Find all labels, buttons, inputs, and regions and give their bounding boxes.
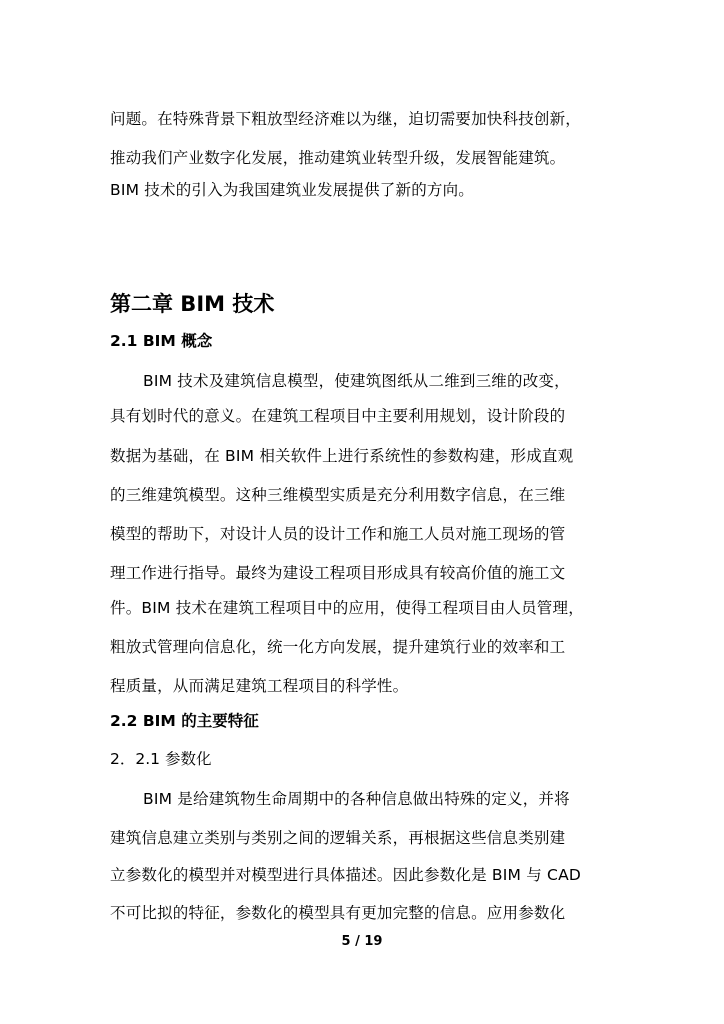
section-2-1-line-3: 数据为基础，在 BIM 相关软件上进行系统性的参数构建，形成直观 xyxy=(110,447,574,465)
section-2-1-line-9: 程质量，从而满足建筑工程项目的科学性。 xyxy=(110,677,409,695)
intro-line-2: 推动我们产业数字化发展，推动建筑业转型升级，发展智能建筑。 xyxy=(110,149,566,167)
subsection-2-2-1-heading: 2．2.1 参数化 xyxy=(110,750,212,768)
page-number: 5 / 19 xyxy=(341,934,383,949)
section-2-1-line-7: 件。BIM 技术在建筑工程项目中的应用，使得工程项目由人员管理， xyxy=(110,599,584,617)
section-2-2-line-2: 建筑信息建立类别与类别之间的逻辑关系，再根据这些信息类别建 xyxy=(110,829,566,847)
section-2-2-line-1: BIM 是给建筑物生命周期中的各种信息做出特殊的定义，并将 xyxy=(143,790,570,808)
section-2-1-line-6: 理工作进行指导。最终为建设工程项目形成具有较高价值的施工文 xyxy=(110,564,566,582)
section-2-2-heading: 2.2 BIM 的主要特征 xyxy=(110,712,259,730)
section-2-2-line-3: 立参数化的模型并对模型进行具体描述。因此参数化是 BIM 与 CAD xyxy=(110,866,582,884)
section-2-2-line-4: 不可比拟的特征，参数化的模型具有更加完整的信息。应用参数化 xyxy=(110,904,566,922)
intro-line-3: BIM 技术的引入为我国建筑业发展提供了新的方向。 xyxy=(110,181,475,199)
section-2-1-line-5: 模型的帮助下，对设计人员的设计工作和施工人员对施工现场的管 xyxy=(110,525,566,543)
section-2-1-line-4: 的三维建筑模型。这种三维模型实质是充分利用数字信息，在三维 xyxy=(110,486,566,504)
intro-line-1: 问题。在特殊背景下粗放型经济难以为继，迫切需要加快科技创新， xyxy=(110,110,582,128)
chapter-title: 第二章 BIM 技术 xyxy=(110,292,275,316)
section-2-1-line-1: BIM 技术及建筑信息模型，使建筑图纸从二维到三维的改变， xyxy=(143,372,570,390)
section-2-1-line-2: 具有划时代的意义。在建筑工程项目中主要利用规划，设计阶段的 xyxy=(110,407,566,425)
section-2-1-heading: 2.1 BIM 概念 xyxy=(110,332,213,350)
section-2-1-line-8: 粗放式管理向信息化，统一化方向发展，提升建筑行业的效率和工 xyxy=(110,638,566,656)
